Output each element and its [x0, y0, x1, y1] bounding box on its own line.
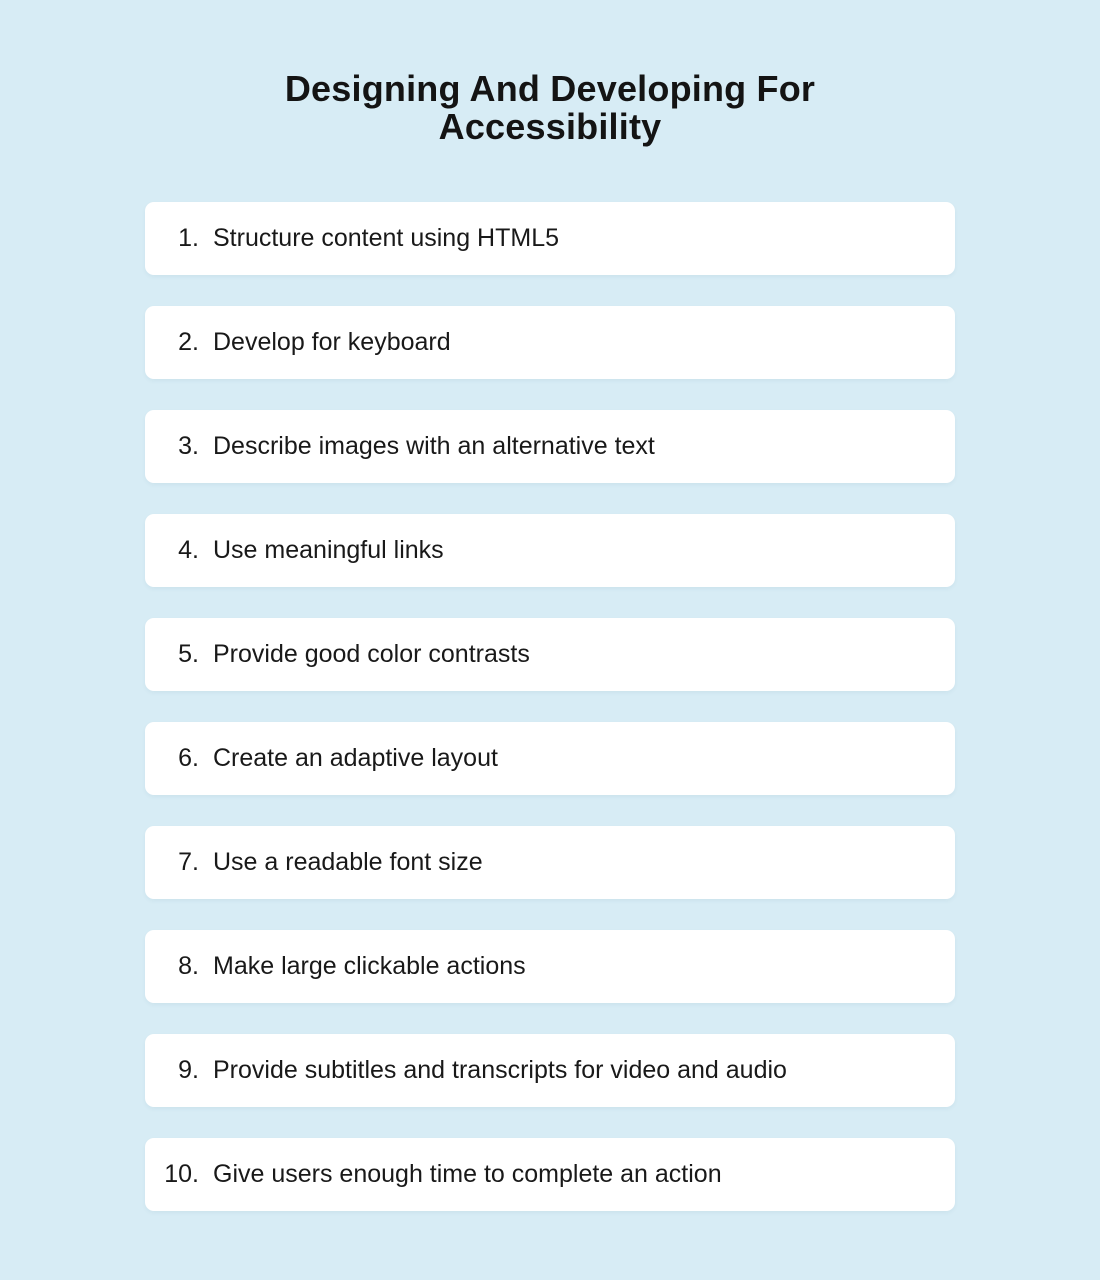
item-number: 4. [178, 536, 199, 564]
item-label: Use a readable font size [213, 848, 483, 876]
list-item [145, 1138, 955, 1211]
item-number: 3. [178, 432, 199, 460]
item-number: 9. [178, 1056, 199, 1084]
page-title-line2: Accessibility [438, 106, 662, 147]
list-item [145, 826, 955, 899]
item-number: 2. [178, 328, 199, 356]
item-number: 8. [178, 952, 199, 980]
list-item [145, 722, 955, 795]
item-label: Make large clickable actions [213, 952, 526, 980]
item-label: Provide subtitles and transcripts for video and audio [213, 1056, 787, 1084]
list-item [145, 410, 955, 483]
page-title-line1: Designing And Developing For [284, 68, 816, 109]
page-title [0, 0, 1100, 146]
list-item [145, 514, 955, 587]
list-item [145, 930, 955, 1003]
list-item [145, 306, 955, 379]
item-label: Create an adaptive layout [213, 744, 498, 772]
item-label: Use meaningful links [213, 536, 444, 564]
item-number: 10. [164, 1160, 199, 1188]
item-number: 7. [178, 848, 199, 876]
item-number: 6. [178, 744, 199, 772]
item-label: Develop for keyboard [213, 328, 451, 356]
item-number: 1. [178, 224, 199, 252]
item-label: Give users enough time to complete an action [213, 1160, 722, 1188]
item-label: Describe images with an alternative text [213, 432, 655, 460]
list-item [145, 618, 955, 691]
list-item [145, 1034, 955, 1107]
item-number: 5. [178, 640, 199, 668]
list-item [145, 202, 955, 275]
item-label: Structure content using HTML5 [213, 224, 559, 252]
accessibility-checklist [145, 202, 955, 1211]
item-label: Provide good color contrasts [213, 640, 530, 668]
